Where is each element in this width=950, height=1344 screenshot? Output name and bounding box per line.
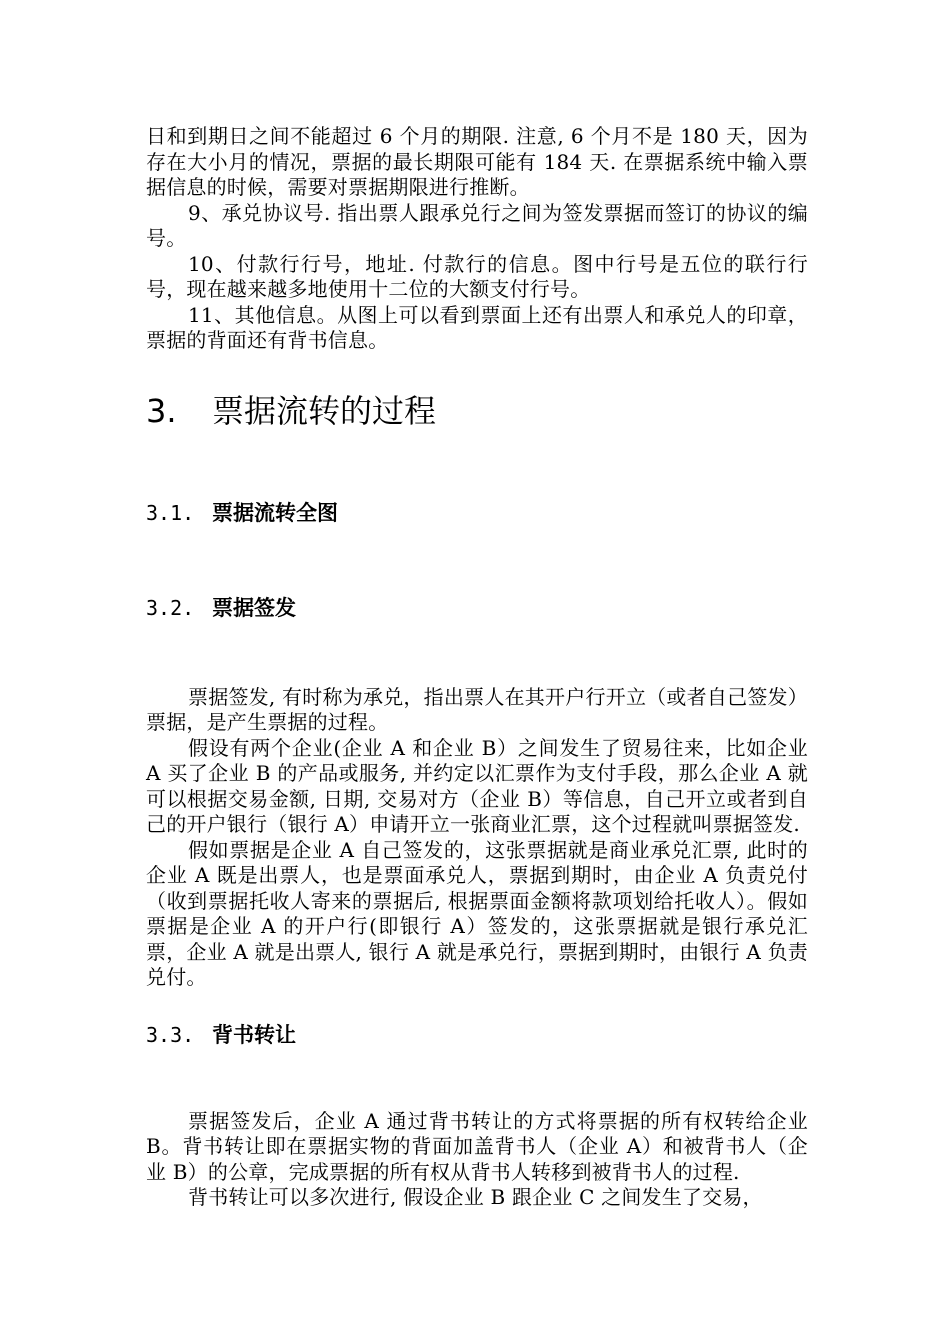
section-3-3-paragraph-2: 背书转让可以多次进行, 假设企业 B 跟企业 C 之间发生了交易， — [188, 1185, 763, 1209]
section-3-1-heading — [146, 499, 808, 527]
section-3-2-number: 3.2. — [146, 595, 195, 620]
paragraph-continued: 日和到期日之间不能超过 6 个月的期限. 注意, 6 个月不是 180 天，因为存在大小月的情况，票据的最长期限可能有 184 天. 在票据系统中输入票据信息的时候，需要对票据期限进行推断。 — [146, 124, 808, 199]
section-3-2-heading — [146, 594, 808, 622]
section-3-3-paragraph-1: 票据签发后，企业 A 通过背书转让的方式将票据的所有权转给企业 B。背书转让即在票据实物的背面加盖背书人（企业 A）和被背书人（企业 B）的公章，完成票据的所有权从背书人转移到被背书人的过程. — [146, 1108, 808, 1184]
section-3-1-title: 票据流转全图 — [212, 500, 338, 525]
section-3-2-paragraph-2: 假设有两个企业(企业 A 和企业 B）之间发生了贸易往来，比如企业 A 买了企业 B 的产品或服务, 并约定以汇票作为支付手段，那么企业 A 就可以根据交易金额, 日期, 交易对方（企业 B）等信息，自己开立或者到自己的开户银行（银行 A）申请开立一张商业汇票，这个过程就叫票据签发. — [146, 735, 808, 836]
section-3-2-paragraph-1: 票据签发, 有时称为承兑，指出票人在其开户行开立（或者自己签发）票据，是产生票据的过程。 — [146, 684, 808, 734]
paragraph-item-11: 11、其他信息。从图上可以看到票面上还有出票人和承兑人的印章，票据的背面还有背书信息。 — [146, 302, 808, 352]
paragraph-item-9: 9、承兑协议号. 指出票人跟承兑行之间为签发票据而签订的协议的编号。 — [146, 200, 808, 250]
document-body — [146, 124, 808, 1211]
section-3-3-number: 3.3. — [146, 1022, 195, 1047]
paragraph-item-10: 10、付款行行号，地址. 付款行的信息。图中行号是五位的联行行号，现在越来越多地使用十二位的大额支付行号。 — [146, 251, 808, 301]
section-3-3-title: 背书转让 — [212, 1022, 296, 1047]
section-3-2-title: 票据签发 — [212, 595, 296, 620]
section-3-3-heading — [146, 1021, 808, 1049]
section-3-title: 票据流转的过程 — [212, 391, 437, 430]
section-3-number: 3. — [146, 391, 177, 430]
section-3-1-number: 3.1. — [146, 500, 195, 525]
section-3-2-paragraph-3: 假如票据是企业 A 自己签发的，这张票据就是商业承兑汇票, 此时的企业 A 既是出票人，也是票面承兑人，票据到期时，由企业 A 负责兑付（收到票据托收人寄来的票据后, 根据票面金额将款项划给托收人）。假如票据是企业 A 的开户行(即银行 A）签发的，这张票据就是银行承兑汇票，企业 A 就是出票人, 银行 A 就是承兑行，票据到期时，由银行 A 负责兑付。 — [146, 837, 808, 989]
section-3-heading — [146, 391, 808, 431]
